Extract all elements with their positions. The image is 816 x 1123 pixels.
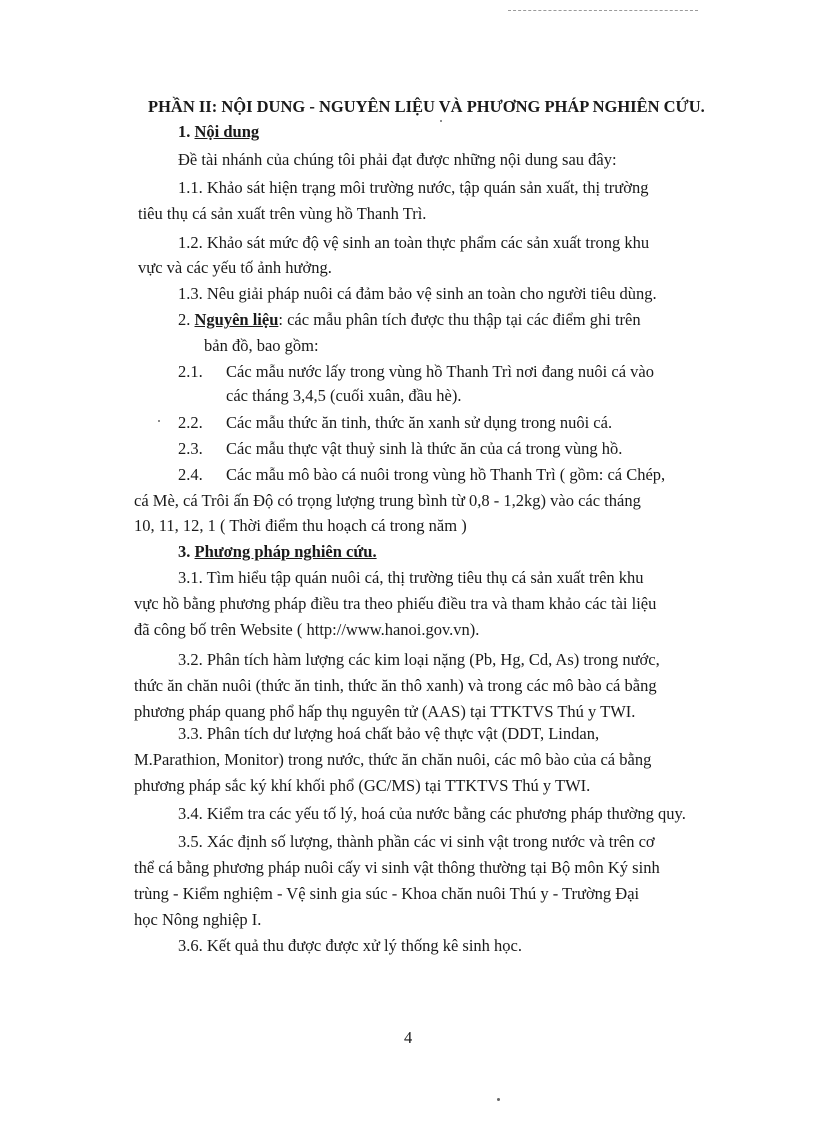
item-1-1-line-2: tiêu thụ cá sản xuất trên vùng hồ Thanh Trì. xyxy=(138,204,427,223)
scan-speck xyxy=(158,420,160,422)
section-2-title: Nguyên liệu xyxy=(194,310,279,329)
item-3-5-line-1: 3.5. Xác định số lượng, thành phần các vi sinh vật trong nước và trên cơ xyxy=(178,832,655,851)
item-2-4-line-2: cá Mè, cá Trôi ấn Độ có trọng lượng trung bình từ 0,8 - 1,2kg) vào các tháng xyxy=(134,491,641,510)
scan-speck xyxy=(497,1098,500,1101)
section-1-title: Nội dung xyxy=(194,122,260,141)
section-3-title: Phương pháp nghiên cứu. xyxy=(194,542,377,561)
item-3-2-line-1: 3.2. Phân tích hàm lượng các kim loại nặng (Pb, Hg, Cd, As) trong nước, xyxy=(178,650,660,669)
item-2-3-line-1: Các mẫu thực vật thuỷ sinh là thức ăn của cá trong vùng hồ. xyxy=(226,439,623,458)
item-3-3-line-3: phương pháp sắc ký khí khối phổ (GC/MS) tại TTKTVS Thú y TWI. xyxy=(134,776,591,795)
item-3-5-line-2: thể cá bằng phương pháp nuôi cấy vi sinh vật thông thường tại Bộ môn Ký sinh xyxy=(134,858,660,877)
item-3-4: 3.4. Kiểm tra các yếu tố lý, hoá của nước bằng các phương pháp thường quy. xyxy=(178,804,686,823)
item-1-2-line-1: 1.2. Khảo sát mức độ vệ sinh an toàn thực phẩm các sản xuất trong khu xyxy=(178,233,650,252)
item-2-2-line-1: Các mẫu thức ăn tinh, thức ăn xanh sử dụng trong nuôi cá. xyxy=(226,413,613,432)
section-heading: PHẦN II: NỘI DUNG - NGUYÊN LIỆU VÀ PHƯƠNG PHÁP NGHIÊN CỨU. xyxy=(148,97,705,116)
page-number: 4 xyxy=(404,1028,413,1047)
scan-speck xyxy=(440,120,442,122)
item-3-2-line-2: thức ăn chăn nuôi (thức ăn tinh, thức ăn thô xanh) và trong các mô bào cá bằng xyxy=(134,676,657,695)
section-2-number: 2. xyxy=(178,310,191,329)
section-1-number: 1. xyxy=(178,122,191,141)
item-2-1-number: 2.1. xyxy=(178,362,203,381)
scan-artifact-dashes xyxy=(508,10,698,11)
item-2-3-number: 2.3. xyxy=(178,439,203,458)
item-3-1-line-1: 3.1. Tìm hiểu tập quán nuôi cá, thị trường tiêu thụ cá sản xuất trên khu xyxy=(178,568,644,587)
item-3-1-line-3: đã công bố trên Website ( http://www.hanoi.gov.vn). xyxy=(134,620,480,639)
item-3-1-line-2: vực hồ bằng phương pháp điều tra theo phiếu điều tra và tham khảo các tài liệu xyxy=(134,594,657,613)
item-1-2-line-2: vực và các yếu tố ảnh hưởng. xyxy=(138,258,332,277)
item-3-2-line-3: phương pháp quang phổ hấp thụ nguyên tử (AAS) tại TTKTVS Thú y TWI. xyxy=(134,702,636,721)
item-2-4-line-3: 10, 11, 12, 1 ( Thời điểm thu hoạch cá trong năm ) xyxy=(134,516,467,535)
item-3-3-line-2: M.Parathion, Monitor) trong nước, thức ăn chăn nuôi, các mô bào của cá bằng xyxy=(134,750,652,769)
item-3-5-line-4: học Nông nghiệp I. xyxy=(134,910,262,929)
item-1-1-line-1: 1.1. Khảo sát hiện trạng môi trường nước, tập quán sản xuất, thị trường xyxy=(178,178,649,197)
item-3-6: 3.6. Kết quả thu được được xử lý thống kê sinh học. xyxy=(178,936,522,955)
item-2-1-line-1: Các mẫu nước lấy trong vùng hồ Thanh Trì nơi đang nuôi cá vào xyxy=(226,362,654,381)
item-3-5-line-3: trùng - Kiểm nghiệm - Vệ sinh gia súc - Khoa chăn nuôi Thú y - Trường Đại xyxy=(134,884,640,903)
item-2-4-line-1: Các mẫu mô bào cá nuôi trong vùng hồ Thanh Trì ( gồm: cá Chép, xyxy=(226,465,666,484)
section-3-number: 3. xyxy=(178,542,191,561)
section-3-heading xyxy=(178,542,377,562)
item-2-2-number: 2.2. xyxy=(178,413,203,432)
section-2-description: : các mẫu phân tích được thu thập tại các điểm ghi trên xyxy=(278,310,641,329)
section-2-heading xyxy=(178,310,641,330)
intro-paragraph: Đề tài nhánh của chúng tôi phải đạt được những nội dung sau đây: xyxy=(178,150,617,169)
section-1-heading xyxy=(178,122,259,142)
item-1-3: 1.3. Nêu giải pháp nuôi cá đảm bảo vệ sinh an toàn cho người tiêu dùng. xyxy=(178,284,657,303)
item-3-3-line-1: 3.3. Phân tích dư lượng hoá chất bảo vệ thực vật (DDT, Lindan, xyxy=(178,724,600,743)
item-2-1-line-2: các tháng 3,4,5 (cuối xuân, đầu hè). xyxy=(226,386,462,405)
section-2-description-line-2: bản đồ, bao gồm: xyxy=(204,336,319,355)
item-2-4-number: 2.4. xyxy=(178,465,203,484)
